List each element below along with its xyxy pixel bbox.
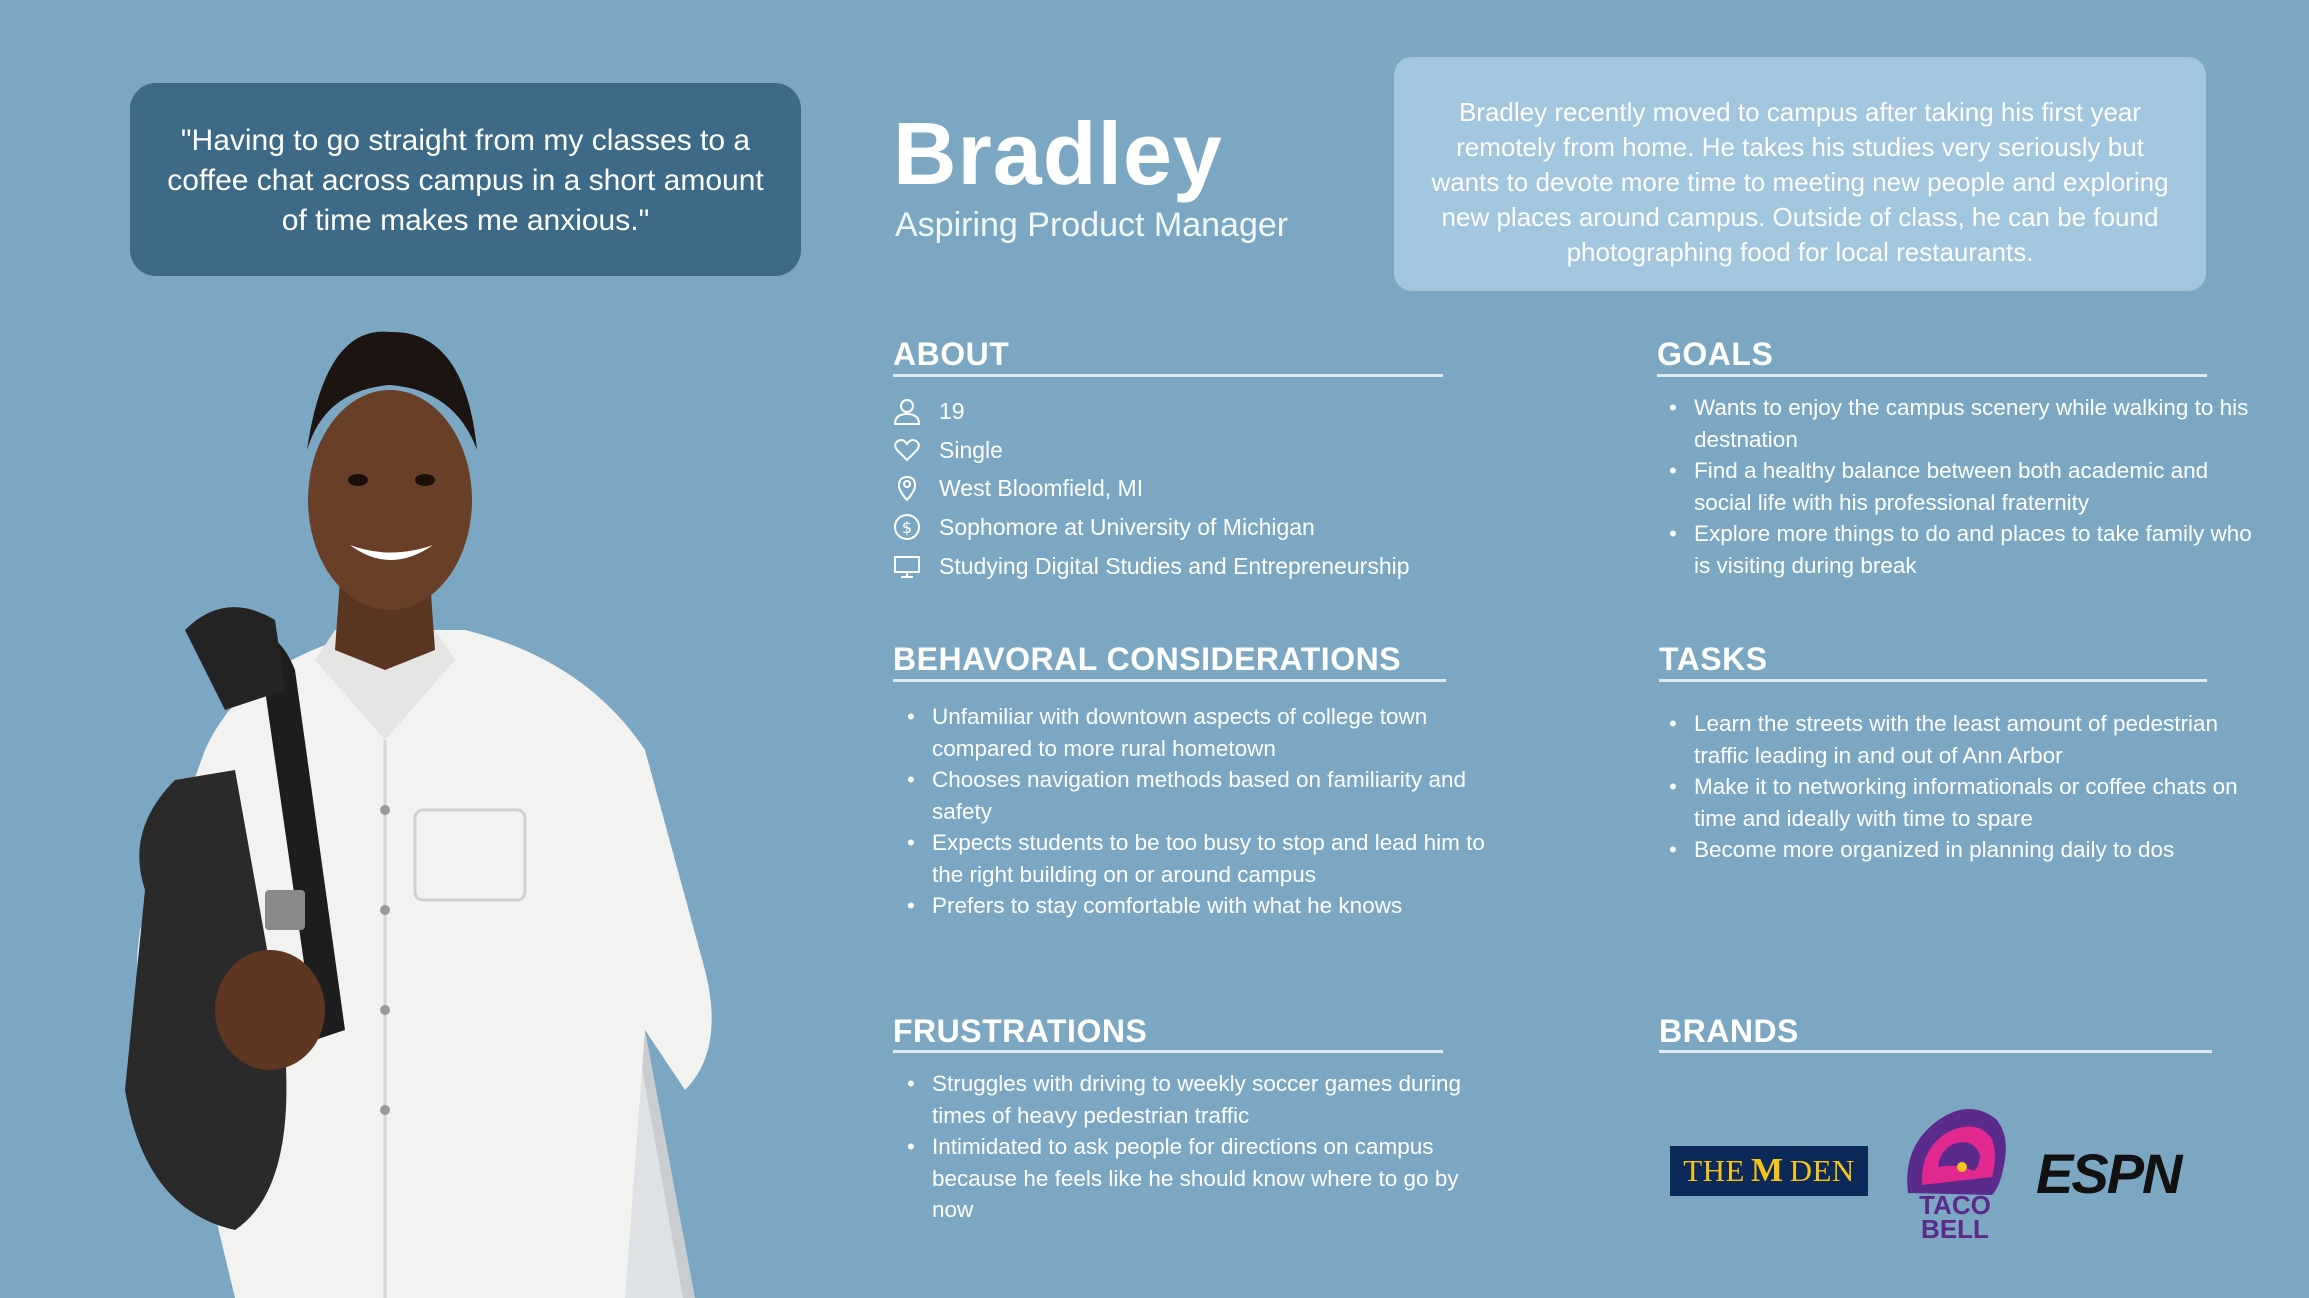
monitor-icon <box>893 552 921 580</box>
list-item: • Find a healthy balance between both academic and social life with his professional fraternity <box>1694 455 2254 518</box>
frustrations-heading: FRUSTRATIONS <box>893 1013 1148 1049</box>
about-item-school <box>893 512 1315 542</box>
list-item: • Explore more things to do and places to take family who is visiting during break <box>1694 518 2254 581</box>
taco-bell-wordmark: TACO BELL <box>1919 1190 1991 1244</box>
about-item-text: Studying Digital Studies and Entrepreneurship <box>939 553 1410 579</box>
frustrations-divider <box>893 1050 1443 1053</box>
heart-icon <box>893 436 921 464</box>
tasks-list <box>1656 708 2254 866</box>
frustrations-list <box>894 1068 1472 1226</box>
brands-heading: BRANDS <box>1659 1013 1799 1049</box>
about-divider <box>893 374 1443 377</box>
espn-logo: ESPN <box>2036 1142 2181 1205</box>
about-item-status <box>893 435 1003 465</box>
about-item-text: Single <box>939 437 1003 463</box>
about-heading: ABOUT <box>893 336 1010 372</box>
about-item-location <box>893 473 1143 503</box>
persona-bio: Bradley recently moved to campus after taking his first year remotely from home. He takes his studies very seriously but wants to devote more time to meeting new people and exploring new places around campus. Outside of class, he can be found photographing food for local restaurants. <box>1394 57 2206 291</box>
brands-divider <box>1659 1050 2212 1053</box>
taco-bell-logo-icon <box>1900 1105 2010 1200</box>
goals-divider <box>1657 374 2207 377</box>
list-item: • Become more organized in planning daily to dos <box>1694 834 2254 866</box>
persona-quote: "Having to go straight from my classes to a coffee chat across campus in a short amount of time makes me anxious." <box>130 83 801 276</box>
persona-name: Bradley <box>893 104 1223 203</box>
tasks-divider <box>1659 679 2207 682</box>
about-item-age <box>893 396 965 426</box>
about-item-text: Sophomore at University of Michigan <box>939 514 1315 540</box>
persona-photo <box>85 330 785 1298</box>
about-item-study <box>893 551 1410 581</box>
list-item: • Expects students to be too busy to stop and lead him to the right building on or around campus <box>932 827 1492 890</box>
goals-list <box>1656 392 2254 581</box>
mden-logo: THE M DEN <box>1670 1146 1868 1196</box>
about-item-text: West Bloomfield, MI <box>939 475 1144 501</box>
list-item: • Wants to enjoy the campus scenery while walking to his destnation <box>1694 392 2254 455</box>
list-item: • Chooses navigation methods based on familiarity and safety <box>932 764 1492 827</box>
list-item: • Unfamiliar with downtown aspects of college town compared to more rural hometown <box>932 701 1492 764</box>
list-item: • Make it to networking informationals or coffee chats on time and ideally with time to spare <box>1694 771 2254 834</box>
list-item: • Intimidated to ask people for directions on campus because he feels like he should know where to go by now <box>932 1131 1472 1226</box>
dollar-coin-icon <box>893 513 921 541</box>
behavioral-divider <box>893 679 1446 682</box>
location-pin-icon <box>893 474 921 502</box>
goals-heading: GOALS <box>1657 336 1774 372</box>
list-item: • Prefers to stay comfortable with what he knows <box>932 890 1492 922</box>
svg-text:$: $ <box>901 518 913 537</box>
list-item: • Struggles with driving to weekly soccer games during times of heavy pedestrian traffic <box>932 1068 1472 1131</box>
persona-subtitle: Aspiring Product Manager <box>895 206 1289 244</box>
list-item: • Learn the streets with the least amount of pedestrian traffic leading in and out of Ann Arbor <box>1694 708 2254 771</box>
behavioral-list <box>894 701 1492 922</box>
tasks-heading: TASKS <box>1659 641 1768 677</box>
person-icon <box>893 397 921 425</box>
about-item-text: 19 <box>939 398 965 424</box>
behavioral-heading: BEHAVORAL CONSIDERATIONS <box>893 641 1402 677</box>
